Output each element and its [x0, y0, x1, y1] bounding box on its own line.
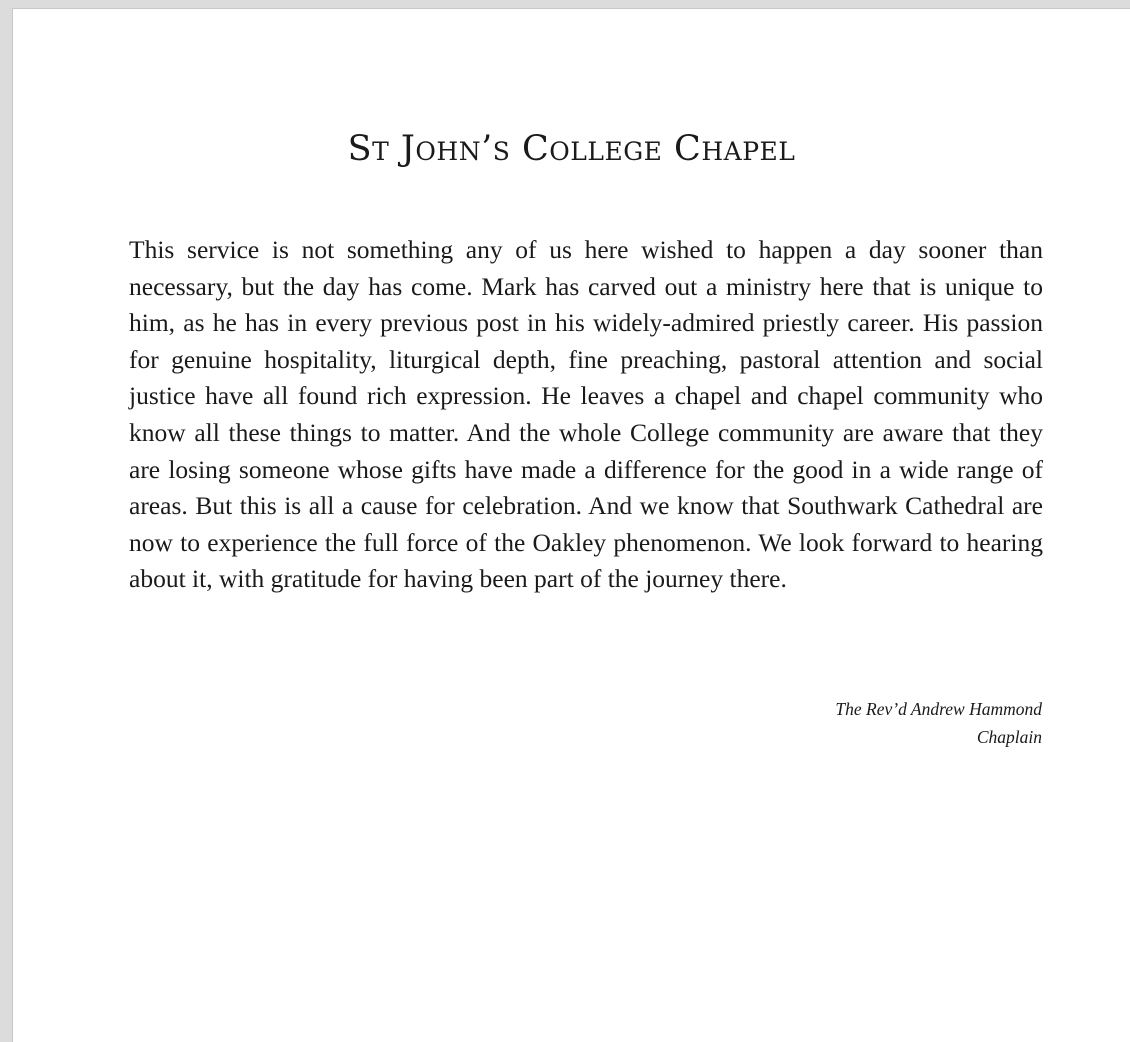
- body-paragraph: This service is not something any of us here wished to happen a day sooner than necessary, but the day has come. Mark has carved out a ministry here that is unique to him, as he has in every previous post in his widely-admired priestly career. His passion for genuine hospitality, liturgical depth, fine preaching, pastoral attention and social justice have all found rich expression. He leaves a chapel and chapel community who know all these things to matter. And the whole College community are aware that they are losing someone whose gifts have made a difference for the good in a wide range of areas. But this is all a cause for celebration. And we know that Southwark Cathedral are now to experience the full force of the Oakley phenomenon. We look forward to hearing about it, with gratitude for having been part of the journey there.: [129, 235, 1043, 594]
- document-page: [12, 8, 1130, 1042]
- signature-name: The Rev’d Andrew Hammond: [835, 699, 1042, 719]
- page-title: St John’s College Chapel: [347, 129, 796, 169]
- signature-role: Chaplain: [976, 727, 1042, 747]
- signature-block: [835, 695, 1042, 751]
